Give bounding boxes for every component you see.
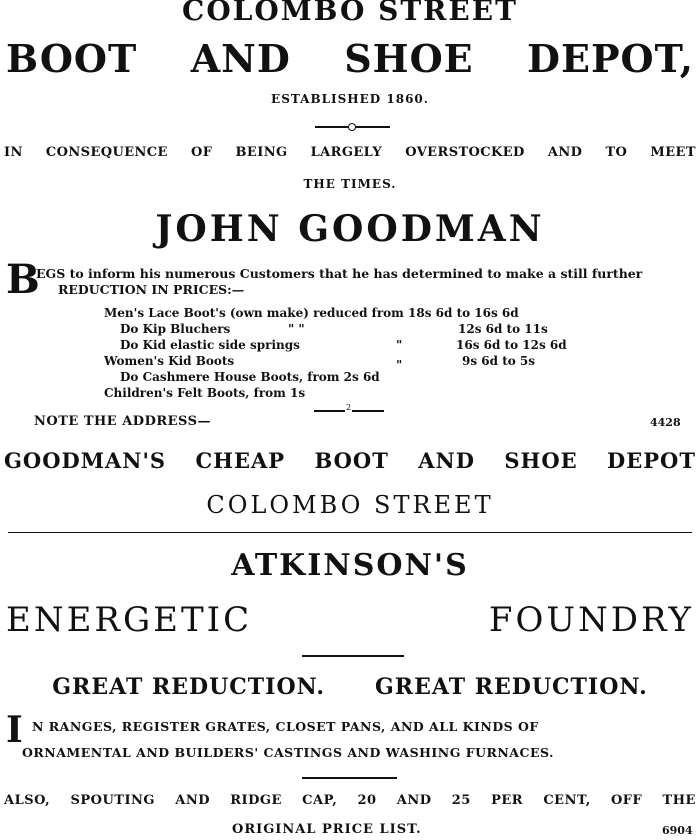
also-word: SPOUTING <box>70 793 156 808</box>
colombo-street-line: COLOMBO STREET <box>206 491 494 519</box>
drop-cap: B <box>6 256 40 303</box>
consequence-word: IN <box>4 145 23 160</box>
cheap-word: SHOE <box>504 448 578 473</box>
ranges-paragraph <box>6 709 696 760</box>
depot-heading-word: SHOE <box>344 36 474 81</box>
begs-line: REDUCTION IN PRICES:— <box>58 282 245 297</box>
also-word: ALSO, <box>4 793 51 808</box>
price-item <box>104 386 305 400</box>
ad-number: 6904 <box>662 824 693 837</box>
ditto-text: " " <box>288 322 305 336</box>
price-item <box>104 306 519 320</box>
ad-number: 4428 <box>650 416 681 429</box>
foundry-word: FOUNDRY <box>488 600 694 640</box>
consequence-word: BEING <box>235 145 288 160</box>
price-value <box>462 354 535 368</box>
cheap-word: BOOT <box>314 448 389 473</box>
cheap-word: DEPOT <box>607 448 696 473</box>
depot-heading <box>0 36 700 81</box>
price-text: 12s 6d to 11s <box>458 322 548 336</box>
consequence-word: AND <box>547 145 583 160</box>
also-word: THE <box>662 793 696 808</box>
ornamental-rule <box>315 124 390 130</box>
ranges-line: N RANGES, REGISTER GRATES, CLOSET PANS, AND ALL KINDS OF <box>32 719 539 734</box>
price-text: 16s 6d to 12s 6d <box>456 338 567 352</box>
price-item-text: Women's Kid Boots <box>104 354 235 368</box>
consequence-word: LARGELY <box>310 145 383 160</box>
plain-rule <box>302 777 397 779</box>
consequence-word: MEET <box>650 145 696 160</box>
price-item <box>120 338 300 352</box>
consequence-word: CONSEQUENCE <box>45 145 168 160</box>
price-item <box>120 322 230 336</box>
depot-heading-word: AND <box>190 36 291 81</box>
cheap-depot-line <box>0 448 700 473</box>
depot-heading-word: BOOT <box>6 36 138 81</box>
consequence-word: TO <box>605 145 628 160</box>
also-word: 20 <box>357 793 377 808</box>
depot-heading-word: DEPOT, <box>527 36 694 81</box>
price-value <box>458 322 548 336</box>
price-item-text: Men's Lace Boot's (own make) reduced from 18s 6d to 16s 6d <box>104 306 519 320</box>
price-value <box>456 338 567 352</box>
price-item-text: Children's Felt Boots, from 1s <box>104 386 306 400</box>
consequence-word: OVERSTOCKED <box>405 145 525 160</box>
consequence-line <box>0 145 700 160</box>
drop-cap: I <box>6 709 23 751</box>
also-word: CENT, <box>543 793 591 808</box>
note-address: NOTE THE ADDRESS— <box>34 414 212 429</box>
ditto-mark <box>288 322 305 336</box>
foundry-heading <box>0 600 700 640</box>
also-word: AND <box>396 793 432 808</box>
great-reduction-text: GREAT REDUCTION. <box>52 674 325 700</box>
price-item <box>120 370 380 384</box>
price-item <box>104 354 234 368</box>
price-item-text: Do Kip Bluchers <box>120 322 231 336</box>
also-word: RIDGE <box>230 793 282 808</box>
numbered-rule <box>314 408 384 414</box>
proprietor-name: JOHN GOODMAN <box>155 208 545 250</box>
also-word: OFF <box>610 793 643 808</box>
foundry-word: ENERGETIC <box>6 600 253 640</box>
price-item-text: Do Kid elastic side springs <box>120 338 300 352</box>
ditto-text: " <box>396 338 403 352</box>
also-word: CAP, <box>302 793 338 808</box>
times-line: THE TIMES. <box>303 177 397 191</box>
begs-line: EGS to inform his numerous Customers that he has determined to make a still further <box>36 266 643 281</box>
also-word: AND <box>175 793 211 808</box>
cheap-word: CHEAP <box>195 448 286 473</box>
consequence-word: OF <box>191 145 213 160</box>
plain-rule <box>302 655 404 657</box>
price-text: 9s 6d to 5s <box>462 354 536 368</box>
also-word: PER <box>491 793 524 808</box>
ditto-mark <box>396 338 402 352</box>
ditto-text: " <box>396 358 403 372</box>
price-item-text: Do Cashmere House Boots, from 2s 6d <box>120 370 380 384</box>
great-reduction-text: GREAT REDUCTION. <box>375 674 648 700</box>
ditto-mark <box>396 358 402 372</box>
ranges-line: ORNAMENTAL AND BUILDERS' CASTINGS AND WASHING FURNACES. <box>22 745 554 760</box>
also-line <box>0 793 700 808</box>
cheap-word: GOODMAN'S <box>4 448 167 473</box>
also-word: 25 <box>451 793 471 808</box>
advert-divider <box>8 532 692 533</box>
begs-paragraph <box>6 256 696 304</box>
foundry-owner-name: ATKINSON'S <box>231 548 469 583</box>
established-line: ESTABLISHED 1860. <box>271 92 429 106</box>
cheap-word: AND <box>418 448 475 473</box>
street-heading: COLOMBO STREET <box>182 0 518 27</box>
original-price-list: ORIGINAL PRICE LIST. <box>232 822 422 837</box>
great-reduction-line <box>0 674 700 700</box>
